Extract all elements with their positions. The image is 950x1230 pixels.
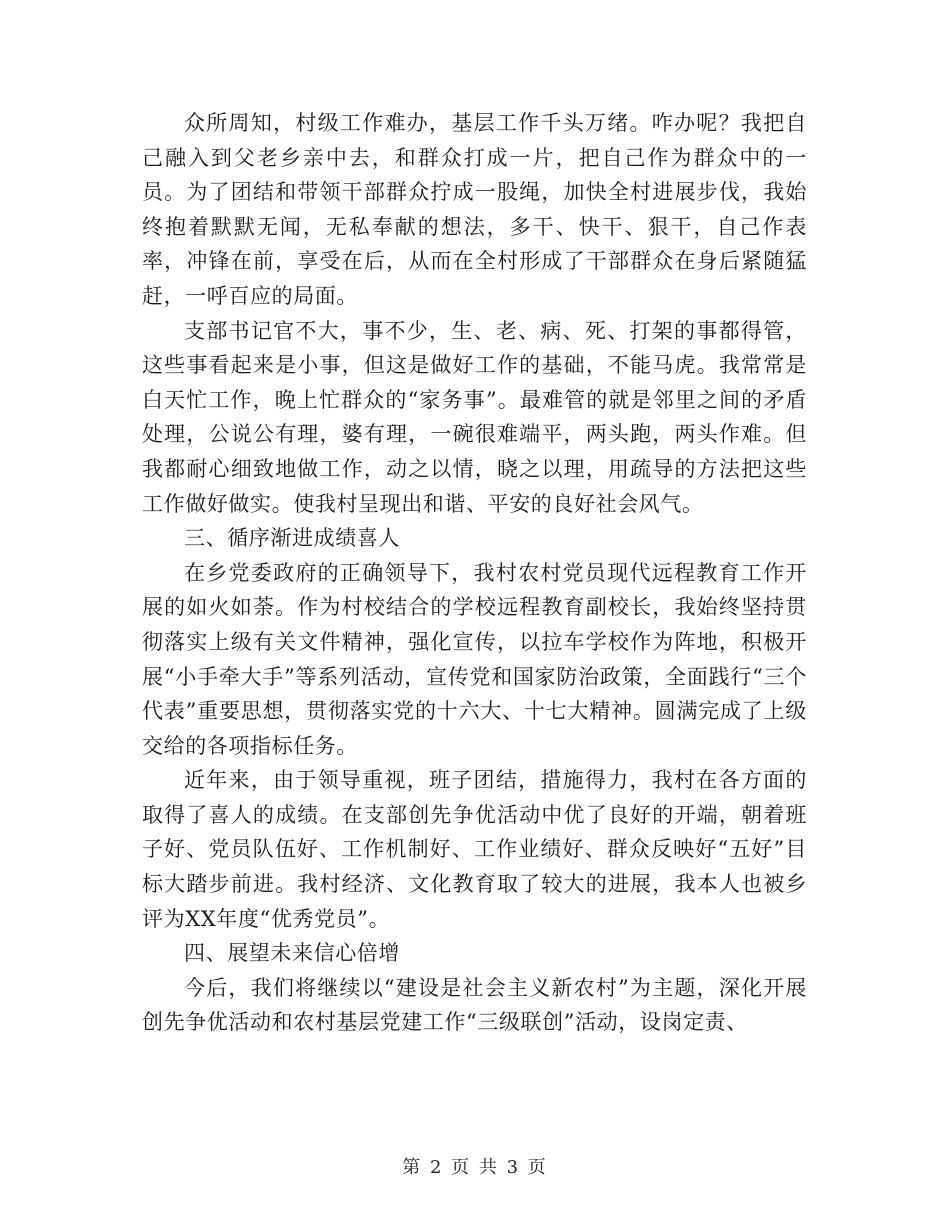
document-body	[142, 106, 807, 1040]
page-footer: 第 2 页 共 3 页	[402, 1157, 548, 1178]
paragraph: 众所周知，村级工作难办，基层工作千头万绪。咋办呢？我把自己融入到父老乡亲中去，和群众打成一片，把自己作为群众中的一员。为了团结和带领干部群众拧成一股绳，加快全村进展步伐，我始终抱着默默无闻，无私奉献的想法，多干、快干、狠干，自己作表率，冲锋在前，享受在后，从而在全村形成了干部群众在身后紧随猛赶，一呼百应的局面。	[142, 111, 807, 308]
section-heading: 三、循序渐进成绩喜人	[184, 526, 400, 551]
paragraph: 今后，我们将继续以“建设是社会主义新农村”为主题，深化开展创先争优活动和农村基层党建工作“三级联创”活动，设岗定责、	[142, 975, 807, 1035]
section-heading: 四、展望未来信心倍增	[184, 941, 400, 966]
paragraph: 支部书记官不大，事不少，生、老、病、死、打架的事都得管，这些事看起来是小事，但这是做好工作的基础，不能马虎。我常常是白天忙工作，晚上忙群众的“家务事”。最难管的就是邻里之间的矛盾处理，公说公有理，婆有理，一碗很难端平，两头跑，两头作难。但我都耐心细致地做工作，动之以情，晓之以理，用疏导的方法把这些工作做好做实。使我村呈现出和谐、平安的良好社会风气。	[142, 318, 807, 516]
paragraph: 近年来，由于领导重视，班子团结，措施得力，我村在各方面的取得了喜人的成绩。在支部创先争优活动中优了良好的开端，朝着班子好、党员队伍好、工作机制好、工作业绩好、群众反映好“五好”目标大踏步前进。我村经济、文化教育取了较大的进展，我本人也被乡评为XX年度“优秀党员”。	[142, 768, 807, 931]
paragraph: 在乡党委政府的正确领导下，我村农村党员现代远程教育工作开展的如火如荼。作为村校结合的学校远程教育副校长，我始终坚持贯彻落实上级有关文件精神，强化宣传，以拉车学校作为阵地，积极开展“小手牵大手”等系列活动，宣传党和国家防治政策，全面践行“三个代表”重要思想，贯彻落实党的十六大、十七大精神。圆满完成了上级交给的各项指标任务。	[142, 560, 807, 758]
